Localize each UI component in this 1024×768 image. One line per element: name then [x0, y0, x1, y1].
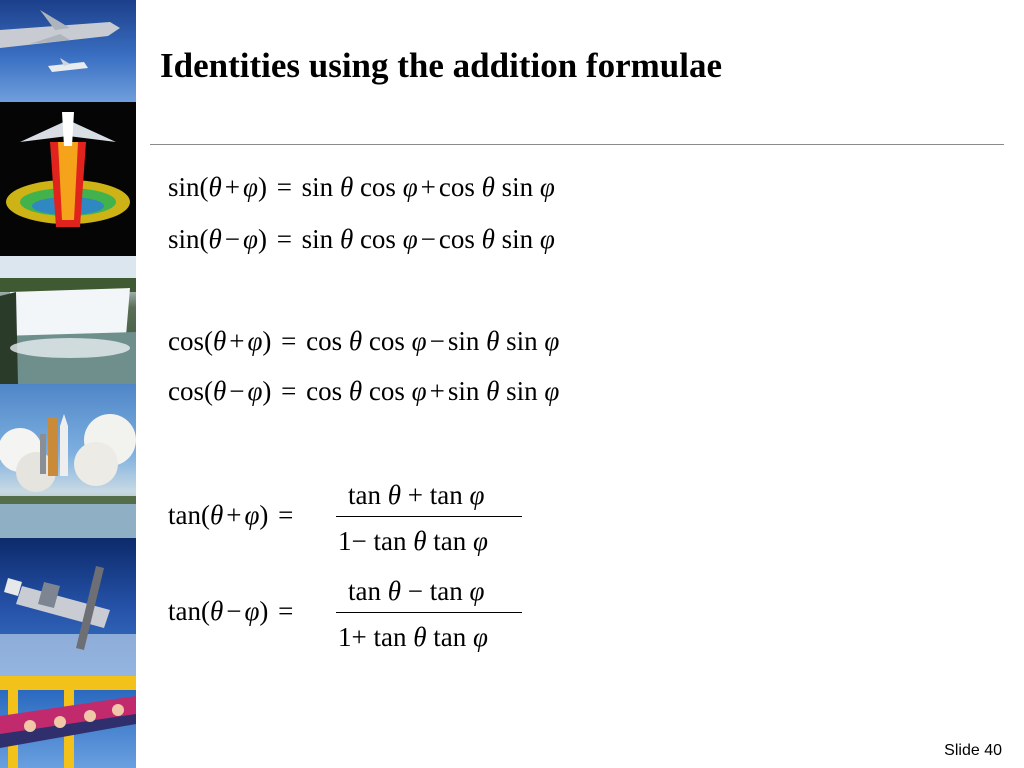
function-label: sin(	[168, 172, 209, 202]
operator: −	[407, 576, 423, 606]
operator: −	[224, 224, 240, 254]
phi-symbol: φ	[469, 480, 485, 510]
function-label: sin	[506, 326, 538, 356]
function-label: sin	[301, 172, 334, 202]
equation-sin-minus	[168, 224, 555, 254]
function-label: sin	[506, 376, 538, 406]
phi-symbol: φ	[247, 376, 263, 406]
theta-symbol: θ	[387, 576, 402, 606]
phi-symbol: φ	[539, 224, 555, 254]
function-label: tan	[348, 480, 381, 510]
phi-symbol: φ	[544, 326, 560, 356]
one-digit: 1	[338, 526, 352, 556]
function-label: cos	[368, 376, 405, 406]
theta-symbol: θ	[486, 376, 500, 406]
function-label: sin(	[168, 224, 209, 254]
function-label: sin	[501, 224, 534, 254]
theta-symbol: θ	[209, 500, 224, 530]
one-digit: 1	[338, 622, 352, 652]
phi-symbol: φ	[411, 326, 427, 356]
operator: +	[429, 376, 445, 406]
operator: +	[224, 172, 240, 202]
slide-title: Identities using the addition formulae	[160, 46, 722, 85]
phi-symbol: φ	[243, 172, 258, 202]
function-label: tan(	[168, 596, 210, 626]
operator: +	[351, 622, 367, 652]
close-paren: )	[259, 596, 269, 626]
phi-symbol: φ	[247, 326, 263, 356]
fraction-numerator	[348, 576, 484, 607]
function-label: tan	[348, 576, 381, 606]
function-label: sin	[447, 326, 480, 356]
theta-symbol: θ	[209, 596, 224, 626]
phi-symbol: φ	[539, 172, 555, 202]
equation-tan-plus	[168, 476, 548, 560]
equation-cos-minus	[168, 376, 559, 406]
function-label: cos	[438, 224, 475, 254]
theta-symbol: θ	[339, 172, 354, 202]
equals-sign: =	[281, 326, 297, 356]
phi-symbol: φ	[473, 622, 488, 652]
equation-lhs	[168, 596, 296, 627]
phi-symbol: φ	[244, 500, 260, 530]
operator: +	[407, 480, 423, 510]
operator: −	[429, 326, 445, 356]
theta-symbol: θ	[413, 526, 427, 556]
function-label: cos	[306, 326, 343, 356]
close-paren: )	[262, 376, 272, 406]
equation-cos-plus	[168, 326, 559, 356]
function-label: cos	[359, 224, 396, 254]
function-label: tan	[373, 526, 407, 556]
equation-lhs	[168, 500, 296, 531]
phi-symbol: φ	[469, 576, 485, 606]
operator: −	[420, 224, 436, 254]
close-paren: )	[257, 224, 267, 254]
theta-symbol: θ	[212, 326, 227, 356]
title-divider	[150, 144, 1004, 145]
function-label: tan	[373, 622, 407, 652]
equals-sign: =	[278, 500, 294, 530]
roller-coaster-photo-icon	[0, 676, 136, 768]
function-label: tan(	[168, 500, 210, 530]
fraction-denominator	[338, 622, 488, 653]
function-label: cos(	[168, 326, 213, 356]
theta-symbol: θ	[212, 376, 227, 406]
phi-symbol: φ	[544, 376, 560, 406]
fraction-bar	[336, 516, 522, 517]
close-paren: )	[257, 172, 267, 202]
function-label: cos(	[168, 376, 213, 406]
space-telescope-photo-icon	[0, 538, 136, 676]
function-label: tan	[433, 622, 467, 652]
equals-sign: =	[276, 172, 292, 202]
slide-number: Slide 40	[944, 742, 1002, 759]
theta-symbol: θ	[208, 224, 222, 254]
theta-symbol: θ	[348, 326, 363, 356]
fraction-denominator	[338, 526, 488, 557]
phi-symbol: φ	[243, 224, 258, 254]
phi-symbol: φ	[473, 526, 488, 556]
function-label: cos	[368, 326, 405, 356]
function-label: tan	[433, 526, 467, 556]
jet-flow-visualization-icon	[0, 102, 136, 256]
function-label: tan	[429, 480, 463, 510]
phi-symbol: φ	[402, 224, 418, 254]
close-paren: )	[262, 326, 272, 356]
phi-symbol: φ	[402, 172, 418, 202]
equation-tan-minus	[168, 572, 548, 656]
function-label: cos	[359, 172, 396, 202]
shuttle-launch-photo-icon	[0, 384, 136, 538]
theta-symbol: θ	[481, 224, 495, 254]
theta-symbol: θ	[486, 326, 500, 356]
operator: +	[420, 172, 436, 202]
operator: −	[229, 376, 245, 406]
theta-symbol: θ	[413, 622, 427, 652]
operator: −	[351, 526, 367, 556]
theta-symbol: θ	[348, 376, 363, 406]
function-label: tan	[429, 576, 463, 606]
equals-sign: =	[276, 224, 292, 254]
equals-sign: =	[278, 596, 294, 626]
waterfall-photo-icon	[0, 256, 136, 384]
aircraft-photo-icon	[0, 0, 136, 102]
function-label: cos	[306, 376, 343, 406]
fraction-numerator	[348, 480, 484, 511]
phi-symbol: φ	[411, 376, 427, 406]
equation-sin-plus	[168, 172, 555, 202]
theta-symbol: θ	[339, 224, 354, 254]
phi-symbol: φ	[244, 596, 260, 626]
close-paren: )	[259, 500, 269, 530]
function-label: sin	[301, 224, 334, 254]
operator: −	[226, 596, 242, 626]
function-label: sin	[447, 376, 480, 406]
operator: +	[229, 326, 245, 356]
image-strip	[0, 0, 136, 768]
theta-symbol: θ	[387, 480, 402, 510]
fraction-bar	[336, 612, 522, 613]
equals-sign: =	[281, 376, 297, 406]
theta-symbol: θ	[208, 172, 222, 202]
function-label: cos	[438, 172, 475, 202]
function-label: sin	[501, 172, 534, 202]
operator: +	[226, 500, 242, 530]
theta-symbol: θ	[481, 172, 495, 202]
